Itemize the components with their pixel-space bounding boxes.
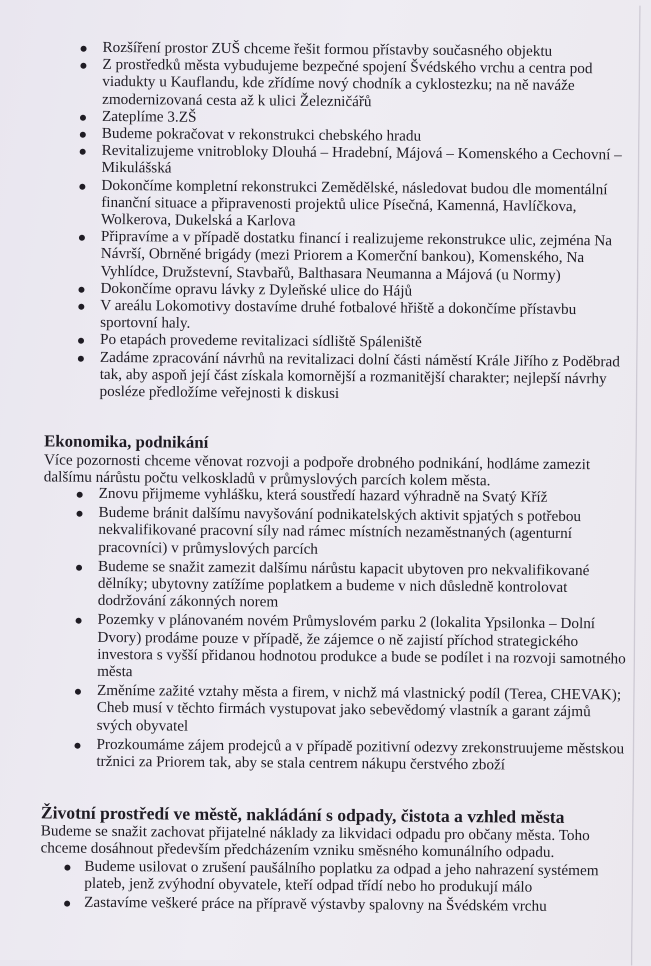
list-item: Pozemky v plánovaném novém Průmyslovém parku 2 (lokalita Ypsilonka – Dolní Dvory) prodáme pouze v případě, že zájemce o ně zajistí příchod strategického investora s vyšší přidanou hodnotou produkce a bude se podílet i na rozvoji samotného města: [97, 611, 628, 684]
list-item: Z prostředků města vybudujeme bezpečné spojení Švédského vrchu a centra pod viadukty u Kauflandu, kde zřídíme nový chodník a cyklostezku; na ně naváže zmodernizovaná cesta až k ulici Železničářů: [102, 56, 632, 112]
list-item: Připravíme a v případě dostatku financí i realizujeme rekonstrukce ulic, zejména Na Návrší, Obrněné brigády (mezi Priorem a Komerční bankou), Komenského, Na Vyhlídce, Družstevní, Stavbařů, Balthasara Neumanna a Májová (u Normy): [101, 228, 631, 284]
list-item: Revitalizujeme vnitrobloky Dlouhá – Hradební, Májová – Komenského a Cechovní – Mikulášská: [101, 142, 631, 181]
list-item: Po etapách provedeme revitalizaci sídliště Spáleniště: [100, 331, 630, 353]
list-item: Zastavíme veškeré práce na přípravě výstavby spalovny na Švédském vrchu: [84, 894, 624, 916]
list-item: Znovu přijmeme vyhlášku, která soustředí hazard výhradně na Svatý Kříž: [99, 485, 629, 507]
list-item: V areálu Lokomotivy dostavíme druhé fotbalové hřiště a dokončíme přístavbu sportovní haly.: [100, 297, 630, 336]
economy-list: [96, 485, 628, 777]
list-item: Dokončíme kompletní rekonstrukci Zemědělské, následovat budou dle momentální finanční situace a připravenosti projektů ulice Písečná, Kamenná, Havlíčkova, Wolkerova, Dukelská a Karlova: [101, 177, 631, 233]
section-heading-environment: Životní prostředí ve městě, nakládání s odpady, čistota a vzhled města: [40, 802, 565, 827]
list-item: Dokončíme opravu lávky z Dyleňské ulice do Hájů: [100, 280, 630, 302]
section-heading-economy: Ekonomika, podnikání: [44, 431, 209, 452]
list-item: Zadáme zpracování návrhů na revitalizaci dolní části náměstí Krále Jiřího z Poděbrad tak, aby aspoň její část získala komornější a rozmanitější charakter; nejlepší návrhy posléze předložíme veřejnosti k diskusi: [100, 349, 630, 405]
section-intro-economy: Více pozornosti chceme věnovat rozvoji a podpoře drobného podnikání, hodláme zamezit dalšímu nárůstu počtu velkoskladů v průmyslových parcích kolem města.: [43, 451, 591, 490]
environment-list: [84, 858, 624, 918]
list-item: Rozšíření prostor ZUŠ chceme řešit formou přístavby současného objektu: [103, 39, 633, 61]
projects-list: [100, 39, 633, 405]
list-item: Změníme zažité vztahy města a firem, v nichž má vlastnický podíl (Terea, CHEVAK); Cheb musí v těchto firmách vystupovat jako sebevědomý vlastník a garant zájmů svých obyvatel: [97, 682, 627, 738]
list-item: Budeme pokračovat v rekonstrukci chebského hradu: [102, 125, 632, 147]
list-item: Budeme usilovat o zrušení paušálního poplatku za odpad a jeho nahrazení systémem plateb, jenž zvýhodní obyvatele, kteří odpad třídí nebo ho produkují málo: [84, 858, 624, 897]
list-item: Zateplíme 3.ZŠ: [102, 108, 632, 130]
list-item: Budeme se snažit zamezit dalšímu nárůstu kapacit ubytoven pro nekvalifikované dělníky; ubytovny zatížíme poplatkem a budeme v nich důsledně kontrolovat dodržování zákonných norem: [98, 558, 628, 614]
section-intro-environment: Budeme se snažit zachovat přijatelné náklady za likvidaci odpadu pro občany města. Toho chceme dosáhnout především předcházením vzniku směsného komunálního odpadu.: [40, 822, 590, 862]
list-item: Budeme bránit dalšímu navyšování podnikatelských aktivit spjatých s potřebou nekvalifikované pracovní síly nad rámec místních nezaměstnaných (agenturní pracovníci) v průmyslových parcích: [98, 504, 628, 560]
paper-fold: [631, 6, 641, 966]
list-item: Prozkoumáme zájem prodejců a v případě pozitivní odezvy zrekonstruujeme městskou tržnici za Priorem tak, aby se stala centrem nákupu čerstvého zboží: [96, 736, 626, 775]
